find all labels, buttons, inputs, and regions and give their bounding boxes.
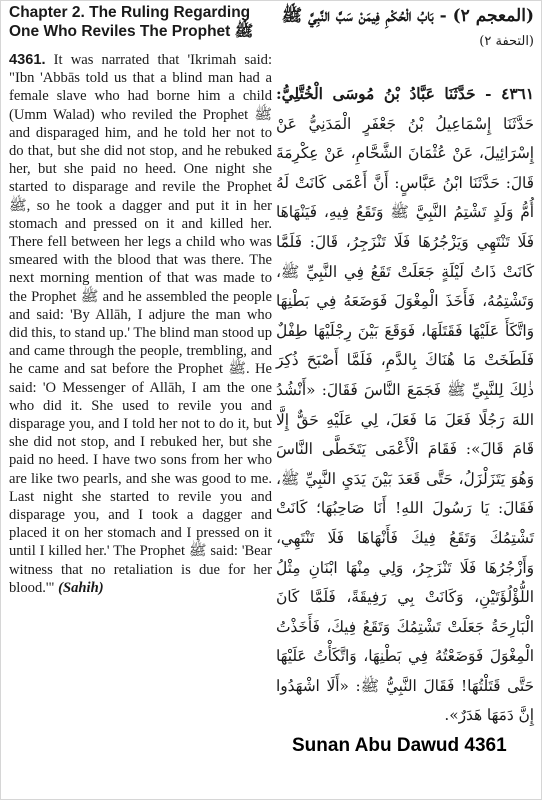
arabic-hadith-text: حَدَّثَنَا إِسْمَاعِيلُ بْنُ جَعْفَرٍ الْمَدَنِيُّ عَنْ إِسْرَائِيلَ، عَنْ عُثْمَانَ الشَّحَّامِ، عَنْ عِكْرِمَةَ قَالَ: حَدَّثَنَا ابْنُ عَبَّاسٍ: أَنَّ أَعْمَى كَانَتْ لَهُ أُمُّ وَلَدٍ تَشْتِمُ النَّبِيَّ ﷺ وَتَقَعُ فِيهِ، فَيَنْهَاهَا فَلَا تَنْتَهِي وَيَزْجُرُهَا فَلَا تَنْزَجِرُ، قَالَ: فَلَمَّا كَانَتْ ذَاتُ لَيْلَةٍ جَعَلَتْ تَقَعُ فِي النَّبِيِّ ﷺ، وَتَشْتِمُهُ، فَأَخَذَ الْمِغْوَلَ فَوَضَعَهُ فِي بَطْنِهَا وَاتَّكَأَ عَلَيْهَا فَقَتَلَهَا، فَوَقَعَ بَيْنَ رِجْلَيْهَا طِفْلٌ فَلَطَخَتْ مَا هُنَاكَ بِالدَّمِ، فَلَمَّا أَصْبَحَ ذُكِرَ ذٰلِكَ لِلنَّبِيِّ ﷺ فَجَمَعَ النَّاسَ فَقَالَ: «أَنْشُدُ اللهَ رَجُلًا فَعَلَ مَا فَعَلَ، لِي عَلَيْهِ حَقٌّ إِلَّا قَامَ قَالَ»: فَقَامَ الْأَعْمَى يَتَخَطَّى النَّاسَ وَهُوَ يَتَزَلْزَلُ، حَتَّى قَعَدَ بَيْنَ يَدَيِ النَّبِيِّ ﷺ، فَقَالَ: يَا رَسُولَ اللهِ! أَنَا صَاحِبُهَا؛ كَانَتْ تَشْتِمُكَ وَتَقَعُ فِيكَ فَأَنْهَاهَا فَلَا تَنْتَهِي، وَأَزْجُرُهَا فَلَا تَنْزَجِرُ، وَلِي مِنْهَا ابْنَانِ مِثْلُ اللُّؤْلُؤَتَيْنِ، وَكَانَتْ بِي رَفِيقَةً، فَلَمَّا كَانَ الْبَارِحَةُ جَعَلَتْ تَشْتِمُكَ وَتَقَعُ فِيكَ، فَأَخَذْتُ الْمِغْوَلَ فَوَضَعْتُهُ فِي بَطْنِهَا، وَاتَّكَأْتُ عَلَيْهَا حَتَّى قَتَلْتُهَا! فَقَالَ النَّبِيُّ ﷺ: «أَلَا اشْهَدُوا إِنَّ دَمَهَا هَدَرٌ». [276, 114, 534, 725]
arabic-chapter-heading [276, 4, 534, 54]
arabic-hadith-head: ٤٣٦١ - حَدَّثَنَا عَبَّادُ بْنُ مُوسَى الْخُتَّلِيُّ: [276, 85, 534, 103]
arabic-hadith-paragraph [276, 80, 534, 731]
english-hadith-paragraph [9, 51, 272, 597]
english-chapter-title: Chapter 2. The Ruling Regarding One Who Reviles The Prophet ﷺ [9, 4, 254, 40]
arabic-chapter-title: (المعجم ٢) - بَابُ الْحُكْمِ فِيمَنْ سَبَّ النَّبِيَّ ﷺ [281, 6, 534, 26]
english-hadith-text: It was narrated that 'Ikrimah said: "Ibn 'Abbās told us that a blind man had a female slave who had borne him a child (Umm Walad) who reviled the Prophet ﷺ and disparaged him, and he told her not to do that, but she did not stop, and he rebuked her, but she paid no heed. One night she started to disparage and revile the Prophet ﷺ, so he took a dagger and put it in her stomach and pressed on it and killed her. There fell between her legs a child who was smeared with the blood that was there. The next morning mention of that was made to the Prophet ﷺ and he assembled the people and said: 'By Allāh, I adjure the man who did this, to stand up.' The blind man stood up and came through the people, trembling, and he came and sat before the Prophet ﷺ. He said: 'O Messenger of Allāh, I am the one who did it. She used to revile you and disparage you, and I told her not to do it, but she did not stop, and I rebuked her, but she paid no heed. I have two sons from her who are like two pearls, and she was good to me. Last night she started to revile you and disparage you, and I took a dagger and placed it on her stomach and I pressed on it until I killed her.' The Prophet ﷺ said: 'Bear witness that no retaliation is due for her blood.'" [9, 52, 273, 596]
arabic-chapter-ref: (التحفة ٢) [479, 34, 534, 49]
arabic-column [276, 4, 534, 731]
hadith-number: 4361. [9, 52, 46, 68]
hadith-grade: (Sahih) [58, 579, 104, 596]
english-column [9, 4, 272, 597]
source-label: Sunan Abu Dawud 4361 [292, 735, 507, 756]
